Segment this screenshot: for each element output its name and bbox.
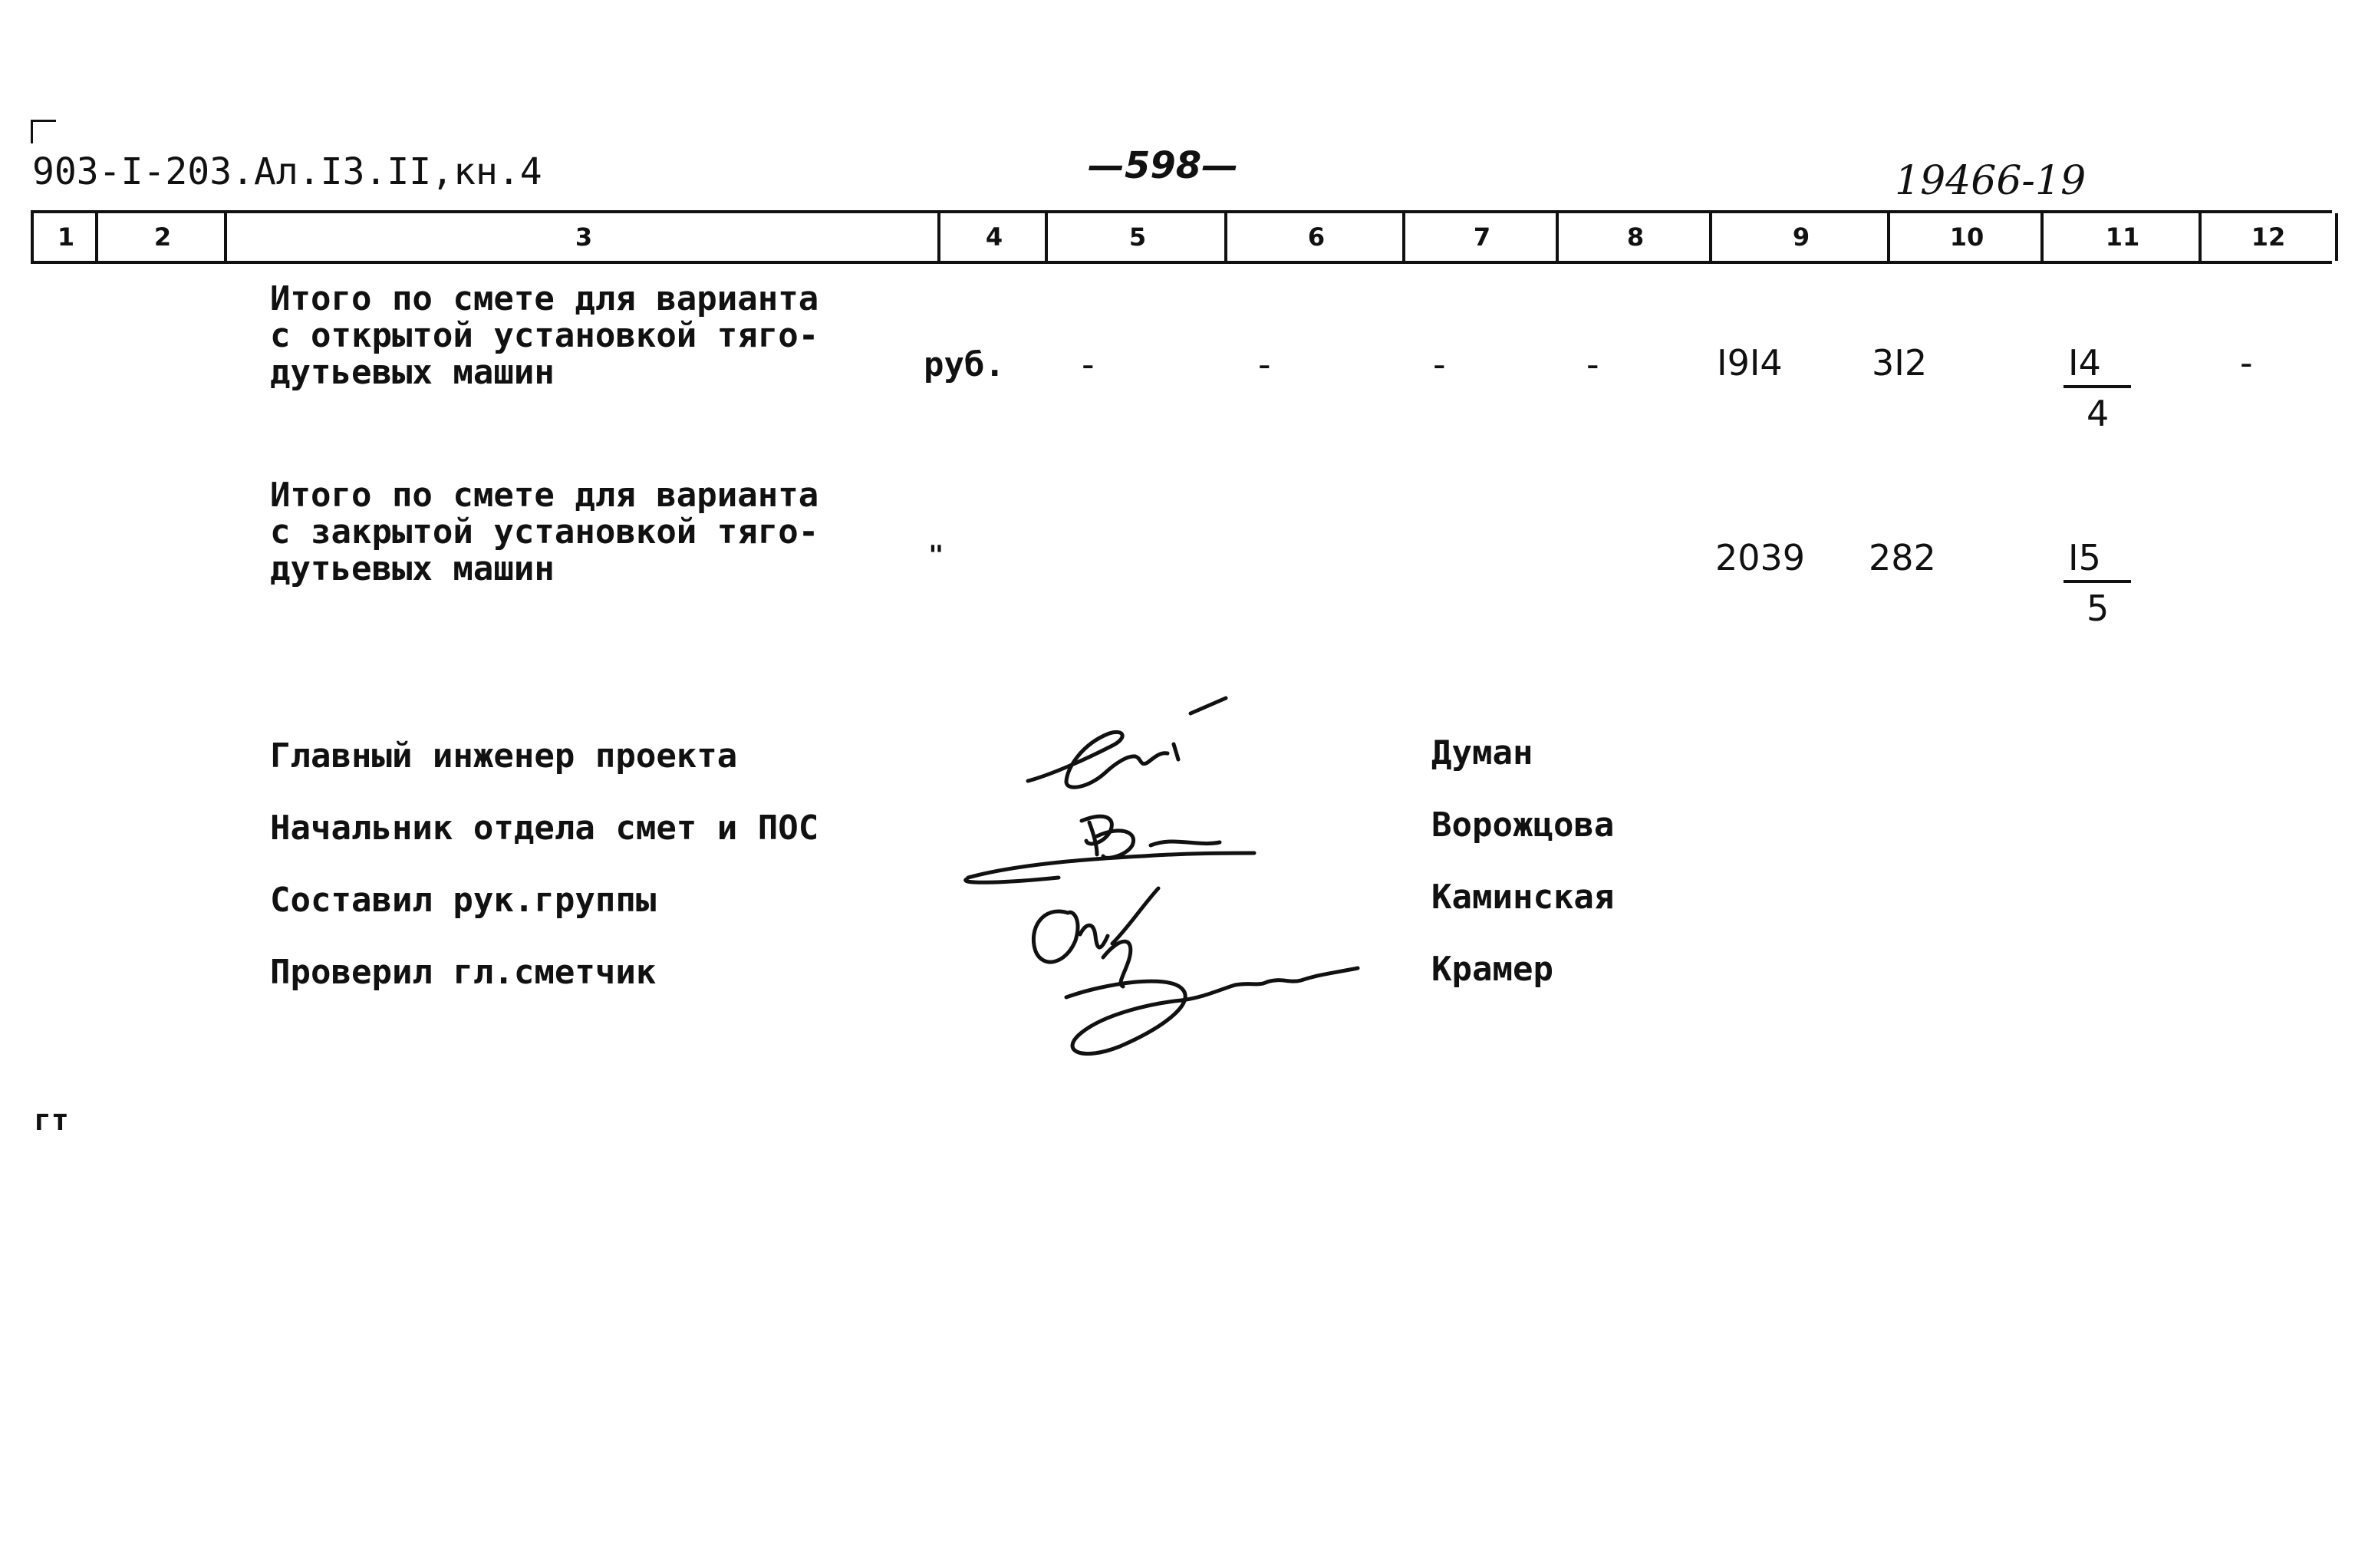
column-number: 3 xyxy=(224,213,940,261)
signature-stroke-3 xyxy=(1033,888,1158,987)
signature-name: Крамер xyxy=(1431,950,1553,989)
row-col10: 3I2 xyxy=(1872,342,1928,384)
row-description-line: дутьевых машин xyxy=(270,549,555,588)
row-col9: I9I4 xyxy=(1717,342,1783,384)
row-description-line: Итого по смете для варианта xyxy=(270,279,819,318)
column-number: 2 xyxy=(95,213,227,261)
page-number: —598— xyxy=(1088,144,1239,187)
footer-mark: гт xyxy=(34,1103,69,1137)
handwritten-signatures xyxy=(951,683,1396,1066)
row-description-line: дутьевых машин xyxy=(270,353,555,392)
row-unit: руб. xyxy=(924,345,1005,384)
row-col11-top: I4 xyxy=(2068,342,2101,384)
row-col12: - xyxy=(2240,342,2253,384)
signature-role: Главный инженер проекта xyxy=(270,736,738,776)
row-description-line: с открытой установкой тяго- xyxy=(270,316,819,355)
column-number: 4 xyxy=(937,213,1048,261)
signature-role: Составил рук.группы xyxy=(270,881,657,920)
row-unit-ditto: " xyxy=(928,540,944,571)
signature-stroke-4 xyxy=(1066,968,1358,1054)
column-number: 8 xyxy=(1556,213,1712,261)
signature-stroke-2 xyxy=(966,816,1254,882)
signature-role: Проверил гл.сметчик xyxy=(270,953,657,992)
signature-name: Думан xyxy=(1431,733,1533,772)
archive-number: 19466-19 xyxy=(1895,158,2087,204)
document-code: 903-I-203.Ал.I3.II,кн.4 xyxy=(32,150,542,193)
signature-name: Ворожцова xyxy=(1431,805,1615,845)
row-description-line: с закрытой установкой тяго- xyxy=(270,512,819,552)
signature-name: Каминская xyxy=(1431,878,1615,917)
column-number: 12 xyxy=(2199,213,2338,261)
row-col11-bottom: 5 xyxy=(2087,588,2110,629)
column-number: 1 xyxy=(31,213,98,261)
column-header xyxy=(31,210,2332,264)
row-col7: - xyxy=(1433,344,1446,385)
fraction-line xyxy=(2064,385,2131,388)
row-col5: - xyxy=(1082,344,1095,385)
signature-stroke-1 xyxy=(1028,698,1226,787)
column-number: 10 xyxy=(1887,213,2044,261)
signature-role: Начальник отдела смет и ПОС xyxy=(270,809,819,848)
column-number: 11 xyxy=(2040,213,2202,261)
fraction-line xyxy=(2064,580,2131,583)
column-number: 9 xyxy=(1709,213,1890,261)
row-col6: - xyxy=(1258,344,1271,385)
corner-mark xyxy=(31,120,56,143)
row-col10: 282 xyxy=(1869,537,1936,578)
row-description-line: Итого по смете для варианта xyxy=(270,476,819,515)
column-number: 5 xyxy=(1045,213,1227,261)
column-number: 6 xyxy=(1224,213,1405,261)
row-col11-bottom: 4 xyxy=(2087,393,2110,434)
row-col9: 2039 xyxy=(1715,537,1806,578)
row-col11-top: I5 xyxy=(2068,537,2101,578)
column-number: 7 xyxy=(1402,213,1559,261)
row-col8: - xyxy=(1586,344,1599,385)
